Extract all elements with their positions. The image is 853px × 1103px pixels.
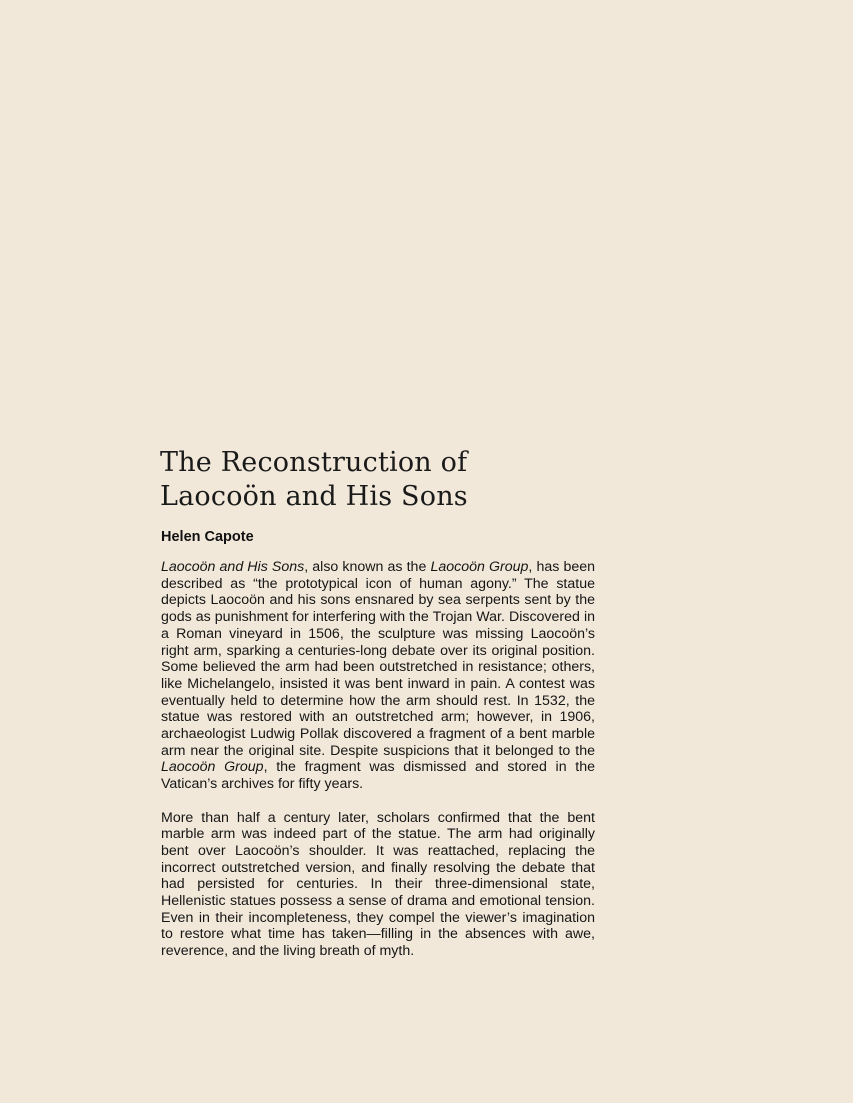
paragraph-text: , also known as the — [304, 559, 431, 575]
article — [161, 446, 595, 960]
article-paragraph-2: More than half a century later, scholars confirmed that the bent marble arm was indeed part of the statue. The arm had originally bent over Laocoön’s shoulder. It was reattached, replacing the incorrect outstretched version, and finally resolving the debate that had persisted for centuries. In their three-dimensional state, Hellenistic statues possess a sense of drama and emotional tension. Even in their incompleteness, they compel the viewer’s imagination to restore what time has taken—filling in the absences with awe, reverence, and the living breath of myth. — [161, 809, 595, 960]
article-body — [161, 559, 595, 960]
article-author: Helen Capote — [161, 529, 254, 545]
article-paragraph-1 — [161, 559, 595, 793]
artwork-title: Laocoön Group — [161, 759, 264, 776]
artwork-title: Laocoön Group — [430, 559, 529, 575]
paragraph-text: , has been described as “the prototypical icon of human agony.” The statue depicts Laocoön and his sons ensnared by sea serpents sent by the gods as punishment for interfering with the Trojan War. Discovered in a Roman vineyard in 1506, the sculpture was missing Laocoön’s right arm, sparking a centuries-long debate over its original position. Some believed the arm had been outstretched in resistance; others, like Michelangelo, insisted it was bent inward in pain. A contest was eventually held to determine how the arm should rest. In 1532, the statue was restored with an outstretched arm; however, in 1906, archaeologist Ludwig Pollak discovered a fragment of a bent marble arm near the original site. Despite suspicions that it belonged to the — [161, 559, 596, 759]
paragraph-text: , the fragment was dismissed and stored in the Vatican’s archives for fifty years. — [161, 759, 596, 793]
article-title-line-1: The Reconstruction of — [160, 447, 468, 478]
article-title-line-2: Laocoön and His Sons — [160, 481, 468, 512]
article-title — [160, 446, 595, 514]
artwork-title: Laocoön and His Sons — [161, 559, 305, 575]
